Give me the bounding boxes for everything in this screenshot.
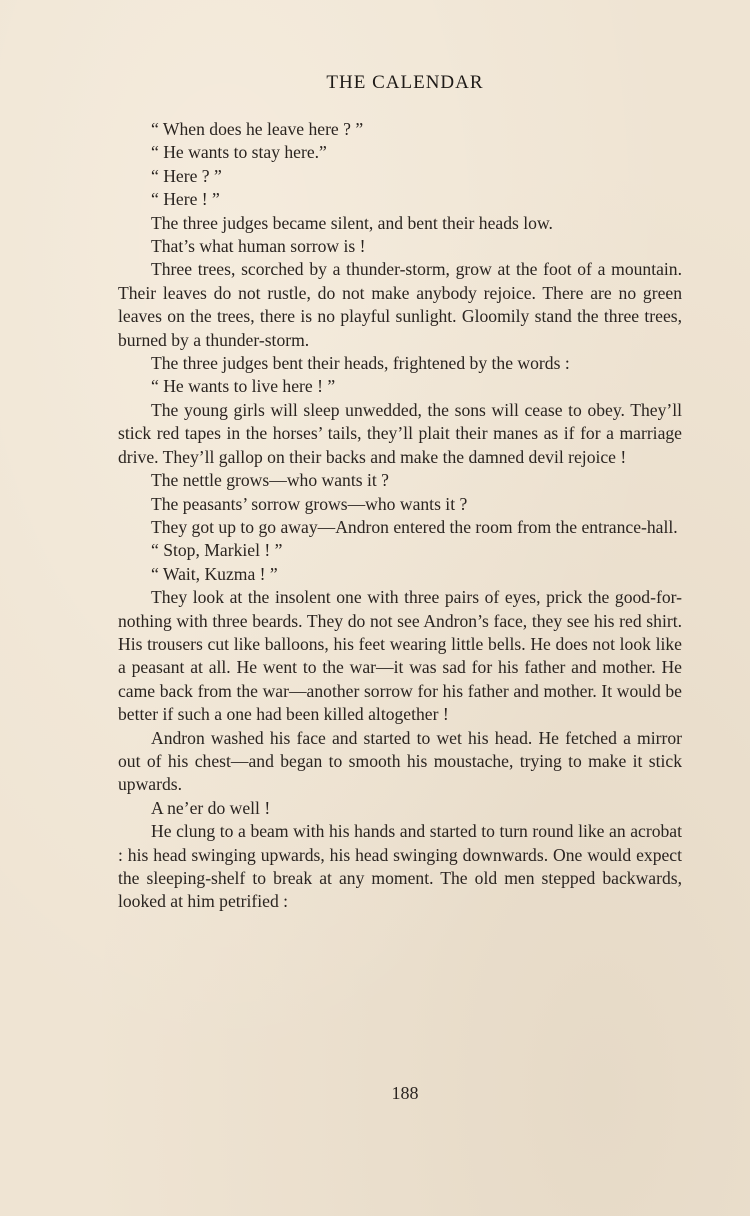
paragraph: A ne’er do well !	[151, 797, 271, 818]
page-number: 188	[391, 1083, 419, 1103]
running-head: THE CALENDAR	[326, 72, 484, 93]
paragraph: “ Here ! ”	[151, 189, 220, 210]
paragraph: They look at the insolent one with three pairs of eyes, prick the good-for-nothing with three beards. They do not see Andron’s face, they see his red shirt. His trousers cut like balloons, his feet wearing little bells. He does not look like a peasant at all. He went to the war—it was sad for his father and mother. He came back from the war—another sorrow for his father and mother. It would be better if such a one had been killed altogether !	[118, 587, 682, 725]
paragraph: The young girls will sleep unwedded, the sons will cease to obey. They’ll stick red tapes in the horses’ tails, they’ll plait their manes as if for a marriage drive. They’ll gallop on their backs and make the damned devil rejoice !	[118, 399, 682, 467]
paragraph: The three judges bent their heads, frightened by the words :	[151, 353, 570, 374]
paragraph: That’s what human sorrow is !	[151, 236, 366, 257]
paragraph: “ When does he leave here ? ”	[151, 119, 364, 139]
paragraph: Three trees, scorched by a thunder-storm, grow at the foot of a mountain. Their leaves do not rustle, do not make anybody rejoice. There are no green leaves on the trees, there is no playful sunlight. Gloomily stand the three trees, burned by a thunder-storm.	[118, 259, 682, 350]
body-text	[118, 118, 682, 914]
paragraph: He clung to a beam with his hands and started to turn round like an acrobat : his head swinging upwards, his head swinging downwards. One would expect the sleeping-shelf to break at any moment. The old men stepped backwards, looked at him petrified :	[118, 821, 682, 912]
paragraph: Andron washed his face and started to wet his head. He fetched a mirror out of his chest—and began to smooth his moustache, trying to make it stick upwards.	[118, 727, 682, 795]
paragraph: “ He wants to live here ! ”	[151, 376, 336, 397]
paragraph: “ He wants to stay here.”	[151, 142, 327, 163]
paragraph: “ Stop, Markiel ! ”	[151, 540, 283, 561]
paragraph: The peasants’ sorrow grows—who wants it ?	[151, 493, 468, 514]
paragraph: They got up to go away—Andron entered the room from the entrance-hall.	[151, 516, 678, 537]
paragraph: “ Here ? ”	[151, 165, 222, 186]
paragraph: The three judges became silent, and bent their heads low.	[151, 212, 553, 233]
paragraph: The nettle grows—who wants it ?	[151, 470, 389, 491]
paragraph: “ Wait, Kuzma ! ”	[151, 563, 278, 584]
